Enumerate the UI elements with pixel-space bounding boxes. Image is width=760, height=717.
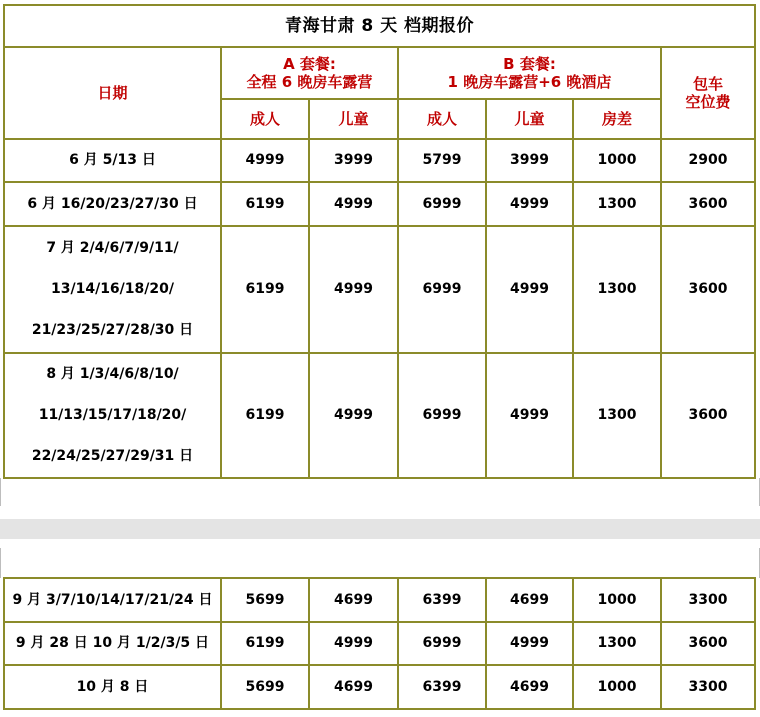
price-b-child-cell: 3999 bbox=[486, 139, 573, 182]
date-line: 13/14/16/18/20/ bbox=[51, 281, 174, 297]
price-b-adult-cell: 6399 bbox=[398, 578, 486, 622]
price-a-child-cell: 3999 bbox=[309, 139, 398, 182]
price-a-adult-cell: 5699 bbox=[221, 578, 309, 622]
price-a-child-cell: 4699 bbox=[309, 665, 398, 709]
price-b-child-cell: 4999 bbox=[486, 622, 573, 665]
room-diff-cell: 1300 bbox=[573, 353, 661, 478]
date-line: 6 月 5/13 日 bbox=[69, 152, 156, 169]
page-edge bbox=[0, 548, 760, 578]
price-b-adult-cell: 6999 bbox=[398, 226, 486, 353]
table-title: 青海甘肃 8 天 档期报价 bbox=[4, 5, 755, 47]
date-cell bbox=[4, 622, 221, 665]
charter-fee-cell: 3600 bbox=[661, 353, 755, 478]
adult-a-header: 成人 bbox=[221, 99, 309, 139]
price-b-child-cell: 4999 bbox=[486, 226, 573, 353]
price-b-child-cell: 4699 bbox=[486, 665, 573, 709]
price-b-adult-cell: 6999 bbox=[398, 353, 486, 478]
price-a-adult-cell: 6199 bbox=[221, 226, 309, 353]
price-b-adult-cell: 6999 bbox=[398, 622, 486, 665]
charter-fee-cell: 3300 bbox=[661, 578, 755, 622]
adult-b-header: 成人 bbox=[398, 99, 486, 139]
package-a-header bbox=[221, 47, 398, 99]
date-line: 10 月 8 日 bbox=[76, 678, 149, 695]
price-rows-bottom bbox=[4, 578, 755, 709]
date-line: 9 月 28 日 10 月 1/2/3/5 日 bbox=[15, 635, 210, 652]
price-a-child-cell: 4999 bbox=[309, 226, 398, 353]
room-diff-cell: 1300 bbox=[573, 182, 661, 226]
date-line: 11/13/15/17/18/20/ bbox=[38, 407, 187, 423]
price-b-child-cell: 4999 bbox=[486, 182, 573, 226]
room-diff-cell: 1300 bbox=[573, 226, 661, 353]
date-header: 日期 bbox=[4, 47, 221, 139]
price-a-adult-cell: 6199 bbox=[221, 182, 309, 226]
price-a-adult-cell: 6199 bbox=[221, 353, 309, 478]
date-cell bbox=[4, 182, 221, 226]
date-line: 7 月 2/4/6/7/9/11/ bbox=[46, 240, 179, 256]
charter-fee-cell: 3600 bbox=[661, 182, 755, 226]
price-b-child-cell: 4699 bbox=[486, 578, 573, 622]
price-a-adult-cell: 5699 bbox=[221, 665, 309, 709]
date-cell bbox=[4, 139, 221, 182]
date-line: 6 月 16/20/23/27/30 日 bbox=[27, 195, 198, 212]
price-rows-top bbox=[4, 139, 755, 478]
date-cell bbox=[4, 226, 221, 353]
date-line: 22/24/25/27/29/31 日 bbox=[31, 448, 194, 464]
price-b-adult-cell: 6999 bbox=[398, 182, 486, 226]
price-a-child-cell: 4699 bbox=[309, 578, 398, 622]
package-b-title: B 套餐: bbox=[503, 55, 556, 73]
price-b-adult-cell: 6399 bbox=[398, 665, 486, 709]
table-row bbox=[4, 622, 755, 665]
charter-desc: 空位费 bbox=[685, 93, 731, 111]
table-row bbox=[4, 353, 755, 478]
package-b-desc: 1 晚房车露营+6 晚酒店 bbox=[447, 73, 612, 91]
table-row bbox=[4, 139, 755, 182]
date-cell bbox=[4, 353, 221, 478]
price-a-adult-cell: 4999 bbox=[221, 139, 309, 182]
room-diff-cell: 1000 bbox=[573, 578, 661, 622]
date-line: 8 月 1/3/4/6/8/10/ bbox=[46, 366, 179, 382]
table-row bbox=[4, 182, 755, 226]
page-edge bbox=[0, 478, 760, 506]
date-cell bbox=[4, 665, 221, 709]
price-b-child-cell: 4999 bbox=[486, 353, 573, 478]
date-line: 21/23/25/27/28/30 日 bbox=[31, 322, 194, 338]
table-row bbox=[4, 665, 755, 709]
child-a-header: 儿童 bbox=[309, 99, 398, 139]
charter-fee-cell: 3600 bbox=[661, 622, 755, 665]
table-row bbox=[4, 226, 755, 353]
price-a-adult-cell: 6199 bbox=[221, 622, 309, 665]
price-a-child-cell: 4999 bbox=[309, 622, 398, 665]
charter-fee-cell: 2900 bbox=[661, 139, 755, 182]
room-diff-cell: 1000 bbox=[573, 665, 661, 709]
package-b-header bbox=[398, 47, 661, 99]
charter-fee-cell: 3600 bbox=[661, 226, 755, 353]
date-line: 9 月 3/7/10/14/17/21/24 日 bbox=[12, 591, 213, 608]
price-a-child-cell: 4999 bbox=[309, 353, 398, 478]
date-cell bbox=[4, 578, 221, 622]
package-a-title: A 套餐: bbox=[283, 55, 336, 73]
room-diff-header: 房差 bbox=[573, 99, 661, 139]
room-diff-cell: 1000 bbox=[573, 139, 661, 182]
price-b-adult-cell: 5799 bbox=[398, 139, 486, 182]
room-diff-cell: 1300 bbox=[573, 622, 661, 665]
package-a-desc: 全程 6 晚房车露营 bbox=[246, 73, 373, 91]
price-a-child-cell: 4999 bbox=[309, 182, 398, 226]
charter-title: 包车 bbox=[692, 75, 723, 93]
price-table-bottom bbox=[3, 577, 756, 710]
table-row bbox=[4, 578, 755, 622]
charter-fee-cell: 3300 bbox=[661, 665, 755, 709]
child-b-header: 儿童 bbox=[486, 99, 573, 139]
price-table-top bbox=[3, 4, 756, 479]
page-break-gap bbox=[0, 519, 760, 539]
charter-header bbox=[661, 47, 755, 139]
